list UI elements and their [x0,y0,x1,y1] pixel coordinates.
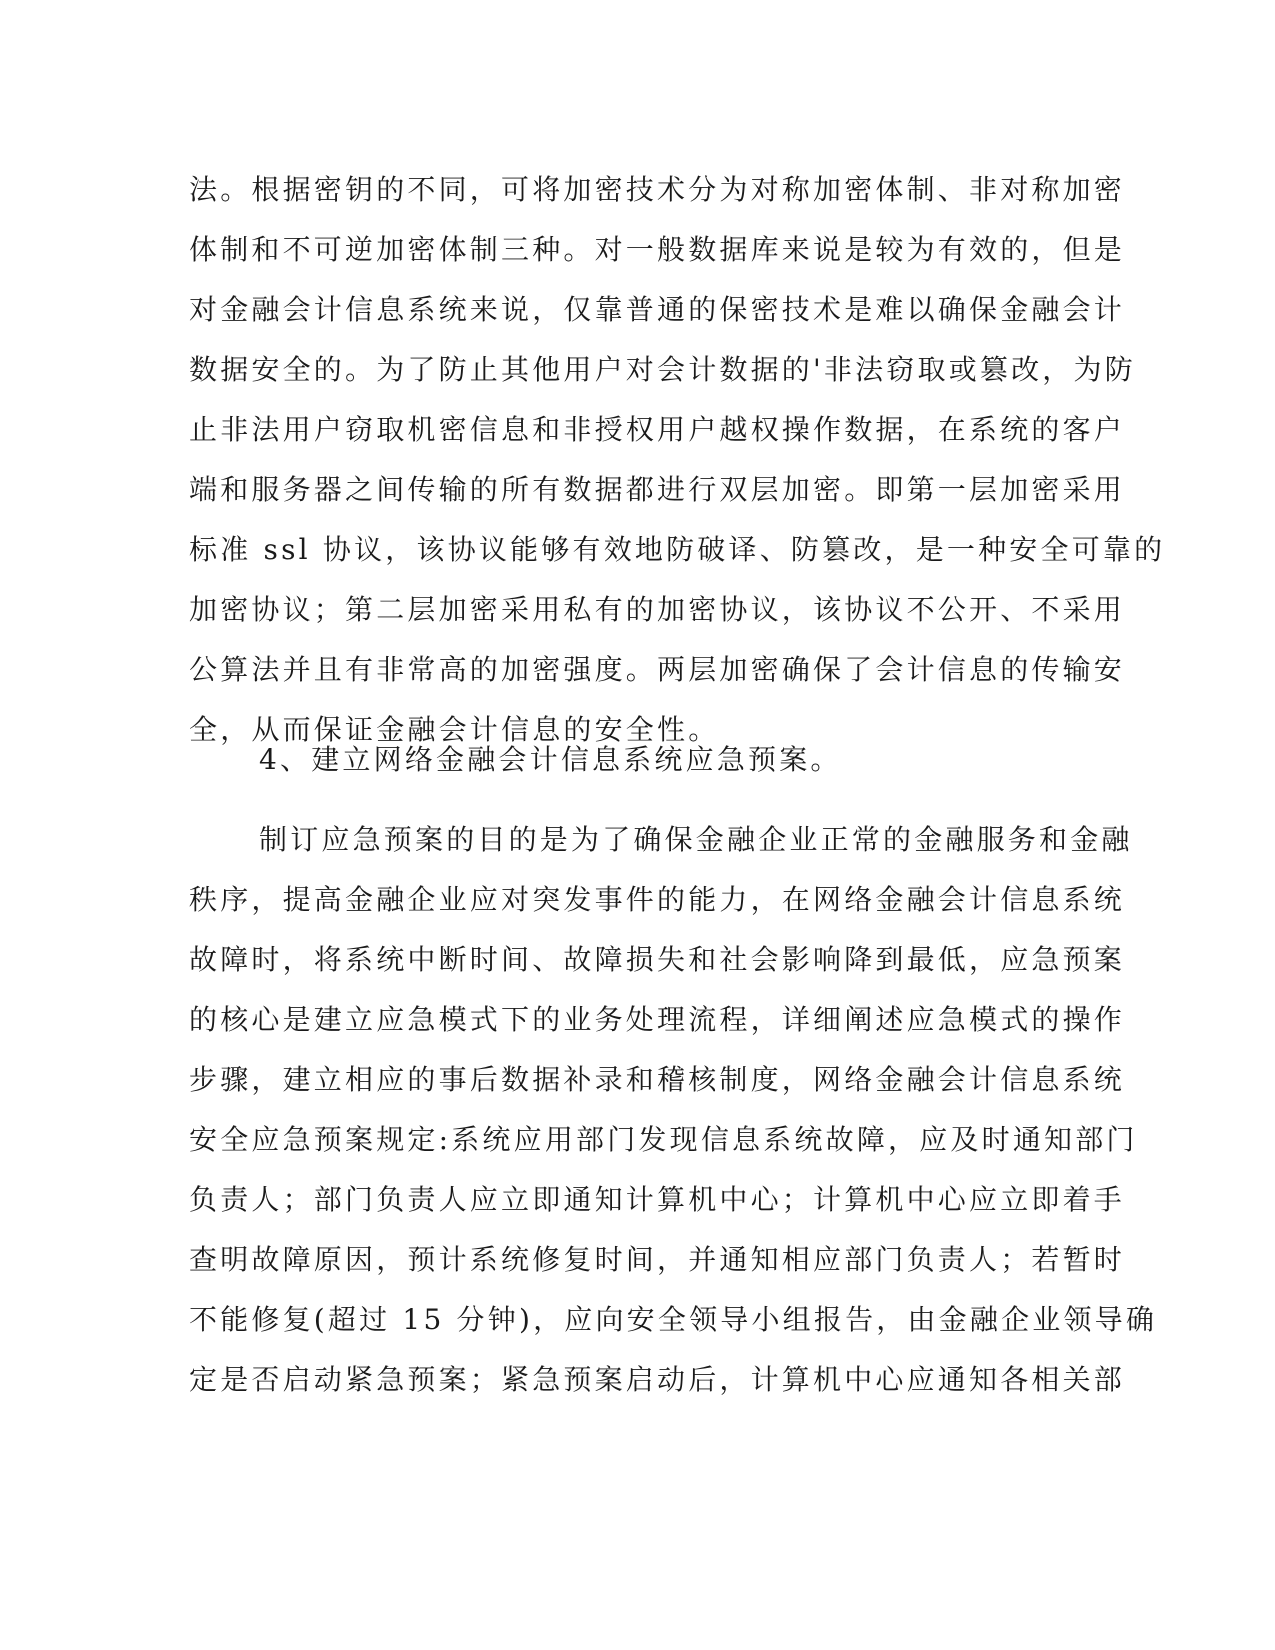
text-line: 全，从而保证金融会计信息的安全性。 [189,713,720,746]
text-line: 标准 ssl 协议，该协议能够有效地防破译、防篡改，是一种安全可靠的 [189,533,1166,566]
section-heading-4 [189,730,1069,790]
text-line: 端和服务器之间传输的所有数据都进行双层加密。即第一层加密采用 [189,473,1126,506]
text-line: 步骤，建立相应的事后数据补录和稽核制度，网络金融会计信息系统 [189,1063,1126,1096]
text-line: 故障时，将系统中断时间、故障损失和社会影响降到最低，应急预案 [189,943,1126,976]
text-line: 体制和不可逆加密体制三种。对一般数据库来说是较为有效的，但是 [189,233,1126,266]
text-line: 定是否启动紧急预案；紧急预案启动后，计算机中心应通知各相关部 [189,1363,1126,1396]
text-line: 不能修复(超过 15 分钟)，应向安全领导小组报告，由金融企业领导确 [189,1303,1158,1336]
paragraph-emergency-plan [189,810,1158,1410]
text-line: 数据安全的。为了防止其他用户对会计数据的'非法窃取或篡改，为防 [189,353,1136,386]
text-line: 安全应急预案规定:系统应用部门发现信息系统故障，应及时通知部门 [189,1123,1138,1156]
text-line: 秩序，提高金融企业应对突发事件的能力，在网络金融会计信息系统 [189,883,1126,916]
text-line: 制订应急预案的目的是为了确保金融企业正常的金融服务和金融 [259,823,1133,856]
text-line: 加密协议；第二层加密采用私有的加密协议，该协议不公开、不采用 [189,593,1126,626]
text-line: 查明故障原因，预计系统修复时间，并通知相应部门负责人；若暂时 [189,1243,1126,1276]
text-line: 法。根据密钥的不同，可将加密技术分为对称加密体制、非对称加密 [189,173,1126,206]
text-line: 公算法并且有非常高的加密强度。两层加密确保了会计信息的传输安 [189,653,1126,686]
text-line: 止非法用户窃取机密信息和非授权用户越权操作数据，在系统的客户 [189,413,1126,446]
section-heading-text: 4、建立网络金融会计信息系统应急预案。 [259,743,842,776]
paragraph-encryption [189,160,1166,760]
text-line: 对金融会计信息系统来说，仅靠普通的保密技术是难以确保金融会计 [189,293,1126,326]
text-line: 的核心是建立应急模式下的业务处理流程，详细阐述应急模式的操作 [189,1003,1126,1036]
text-line: 负责人；部门负责人应立即通知计算机中心；计算机中心应立即着手 [189,1183,1126,1216]
